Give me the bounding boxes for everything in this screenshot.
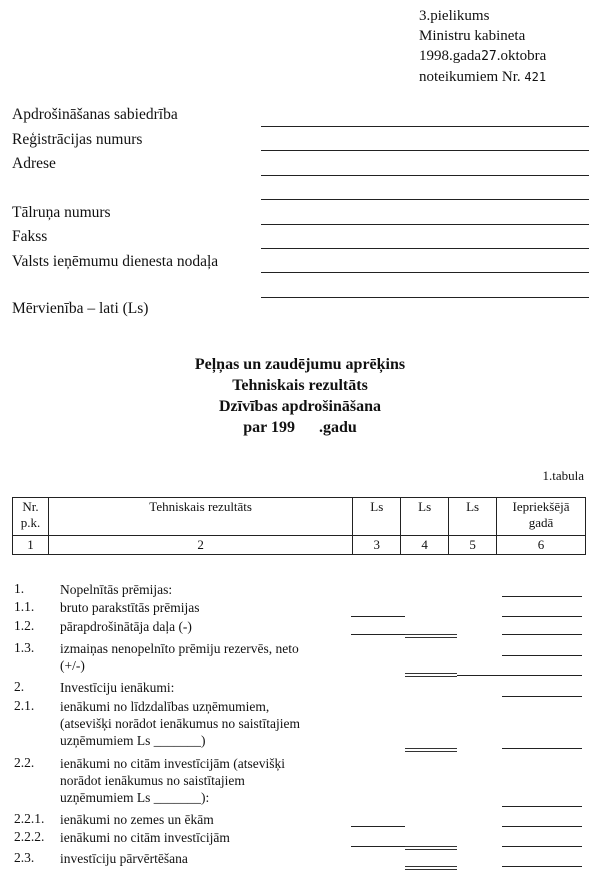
row-number: 2.2.2. [14, 829, 45, 844]
row-number: 1.2. [14, 618, 35, 633]
row-number: 1.3. [14, 640, 35, 655]
amount-line-prev-2 [502, 696, 582, 697]
row-text: ienākumi no zemes un ēkām [60, 812, 214, 827]
amount-line-col4-2-1 [405, 748, 457, 752]
fax-label: Fakss [12, 228, 48, 245]
reg-number-label: Reģistrācijas numurs [12, 131, 143, 148]
header-ls-2: Ls [401, 498, 449, 536]
annex-regulation-number: 421 [524, 70, 547, 84]
annex-regulation-label: noteikumiem Nr. [419, 69, 521, 85]
header-technical-result: Tehniskais rezultāts [48, 498, 352, 536]
fax-field-line [261, 248, 589, 249]
row-text: ienākumi no līdzdalības uzņēmumiem, [60, 699, 270, 714]
header-ls-3: Ls [449, 498, 497, 536]
header-colnum-6: 6 [497, 536, 586, 555]
tax-office-label: Valsts ieņēmumu dienesta nodaļa [12, 253, 219, 270]
row-text-continued: norādot ienākumus no saistītajiem [60, 773, 245, 788]
address-field-line-1 [261, 175, 589, 176]
annex-line-1: 3.pielikums [419, 8, 490, 24]
header-colnum-2: 2 [48, 536, 352, 555]
row-number: 2.2.1. [14, 811, 45, 826]
amount-line-prev-1-2 [502, 634, 582, 635]
row-text: ienākumi no citām investīcijām (atsevišķi [60, 756, 285, 771]
row-number: 1.1. [14, 599, 35, 614]
tax-office-field-line [261, 272, 589, 273]
amount-line-col4-1-3 [405, 673, 457, 677]
amount-line-col3-2-2-2 [351, 846, 405, 847]
amount-line-col5-1 [457, 675, 582, 676]
amount-line-col3-2-2-1 [351, 826, 405, 827]
header-nr: Nr. p.k. [13, 498, 49, 536]
amount-line-col4-2-3 [405, 866, 457, 870]
row-text-continued: (atsevišķi norādot ienākumus no saistītajiem [60, 716, 300, 731]
header-ls-1: Ls [353, 498, 401, 536]
table-header [12, 497, 586, 555]
row-number: 2.3. [14, 850, 35, 865]
amount-line-prev-2-1 [502, 748, 582, 749]
insurer-label: Apdrošināšanas sabiedrība [12, 106, 178, 123]
row-text: pārapdrošinātāja daļa (-) [60, 619, 192, 634]
row-number: 2. [14, 679, 25, 694]
amount-line-prev-1-3 [502, 655, 582, 656]
row-text: bruto parakstītās prēmijas [60, 600, 200, 615]
header-colnum-3: 3 [353, 536, 401, 555]
amount-line-prev-2-2 [502, 806, 582, 807]
amount-line-col3-1-1 [351, 616, 405, 617]
title-line-1: Peļņas un zaudējumu aprēķins [194, 356, 406, 373]
annex-date-month: .oktobra [496, 48, 547, 64]
annex-date-prefix: 1998.gada [419, 48, 482, 64]
title-line-3: Dzīvības apdrošināšana [219, 398, 381, 415]
address-label: Adrese [12, 155, 56, 172]
amount-line-col3-1-2 [351, 634, 405, 635]
unit-label: Mērvienība – lati (Ls) [12, 300, 149, 317]
table-number: 1.tabula [542, 468, 584, 483]
amount-line-prev-2-2-2 [502, 846, 582, 847]
phone-label: Tālruņa numurs [12, 204, 111, 221]
row-text-continued: uzņēmumiem Ls _______): [60, 790, 210, 805]
row-text-continued: uzņēmumiem Ls _______) [60, 733, 206, 748]
row-text: izmaiņas nenopelnīto prēmiju rezervēs, neto [60, 641, 299, 656]
amount-line-prev-1 [502, 596, 582, 597]
row-number: 2.1. [14, 698, 35, 713]
row-number: 2.2. [14, 755, 35, 770]
tax-office-field-line-2 [261, 297, 589, 298]
document-title [0, 354, 600, 438]
title-line-2: Tehniskais rezultāts [232, 377, 368, 394]
annex-line-3 [419, 46, 546, 67]
address-field-line-2 [261, 199, 589, 200]
title-line-4: par 199 .gadu [243, 419, 357, 436]
header-colnum-4: 4 [401, 536, 449, 555]
row-number: 1. [14, 581, 25, 596]
amount-line-prev-2-3 [502, 866, 582, 867]
amount-line-prev-1-1 [502, 616, 582, 617]
annex-header [419, 6, 546, 87]
row-text: ienākumi no citām investīcijām [60, 830, 230, 845]
annex-date-day: 27 [481, 49, 497, 64]
amount-line-prev-2-2-1 [502, 826, 582, 827]
header-previous-year: Iepriekšējā gadā [497, 498, 586, 536]
amount-line-col4-2-2-2 [405, 846, 457, 850]
phone-field-line [261, 224, 589, 225]
header-colnum-5: 5 [449, 536, 497, 555]
amount-line-col4-1-2 [405, 634, 457, 638]
insurer-field-line [261, 126, 589, 127]
row-text: Nopelnītās prēmijas: [60, 582, 173, 597]
row-text: Investīciju ienākumi: [60, 680, 175, 695]
annex-line-4 [419, 67, 546, 87]
annex-line-2: Ministru kabineta [419, 28, 526, 44]
row-text-continued: (+/-) [60, 658, 85, 673]
row-text: investīciju pārvērtēšana [60, 851, 188, 866]
header-colnum-1: 1 [13, 536, 49, 555]
reg-number-field-line [261, 150, 589, 151]
